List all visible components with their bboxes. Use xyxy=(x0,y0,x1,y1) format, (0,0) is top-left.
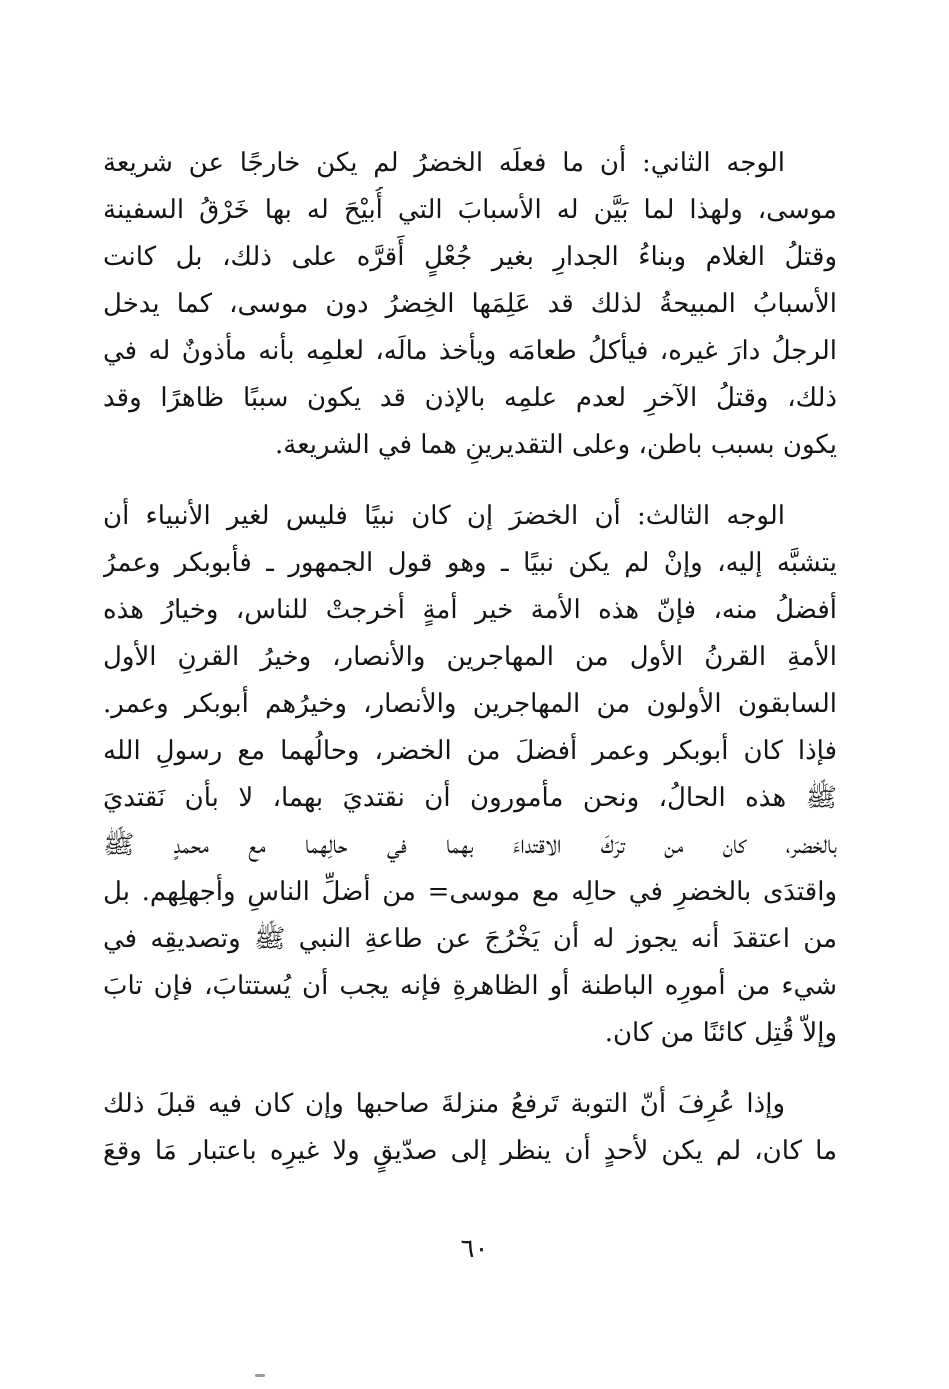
text-line: ﷺ هذه الحالُ، ونحن مأمورون أن نقتديَ بهما، لا بأن نَقتديَ xyxy=(103,783,837,813)
text-line: فإذا كان أبوبكر وعمر أفضلَ من الخضر، وحالُهما مع رسولِ الله xyxy=(103,736,837,766)
body-text xyxy=(103,140,837,1175)
text-line: شيء من أمورِه الباطنة أو الظاهرةِ فإنه يجب أن يُستتابَ، فإن تابَ xyxy=(103,971,837,1001)
text-line: يكون بسبب باطن، وعلى التقديرينِ هما في الشريعة. xyxy=(275,430,837,460)
text-line: ما كان، لم يكن لأحدٍ أن ينظر إلى صدّيقٍ ولا غيرِه باعتبار مَا وقعَ xyxy=(103,1136,837,1166)
paragraph xyxy=(103,140,837,469)
paragraph xyxy=(103,1081,837,1175)
page-number: ٦٠ xyxy=(460,1234,489,1264)
text-line: الوجه الثاني: أن ما فعلَه الخضرُ لم يكن خارجًا عن شريعة xyxy=(103,148,785,178)
text-line: يتشبَّه إليه، وإنْ لم يكن نبيًا ـ وهو قول الجمهور ـ فأبوبكر وعمرُ xyxy=(103,548,837,578)
text-line: واقتدَى بالخضرِ في حالِه مع موسى= من أضلِّ الناسِ وأجهلِهم. بل xyxy=(103,877,837,907)
text-line: ذلك، وقتلُ الآخرِ لعدم علمِه بالإذن قد يكون سببًا ظاهرًا وقد xyxy=(103,383,837,413)
text-line: السابقون الأولون من المهاجرين والأنصار، وخيرُهم أبوبكر وعمر. xyxy=(103,689,837,719)
text-line: من اعتقدَ أنه يجوز له أن يَخْرُجَ عن طاعةِ النبي ﷺ وتصديقِه في xyxy=(103,924,837,954)
text-line: وإذا عُرِفَ أنّ التوبة تَرفعُ منزلةَ صاحبها وإن كان فيه قبلَ ذلك xyxy=(103,1089,785,1119)
text-line: بالخضر، كان من ترَكَ الاقتداءَ بهما في حالِهما مع محمدٍ ﷺ xyxy=(103,830,837,860)
text-line: أفضلُ منه، فإنّ هذه الأمة خير أمةٍ أخرجتْ للناس، وخيارُ هذه xyxy=(103,595,837,625)
text-line: وإلاّ قُتِل كائنًا من كان. xyxy=(604,1018,837,1048)
paragraph-gap xyxy=(103,469,837,493)
text-line: موسى، ولهذا لما بَيَّن له الأسبابَ التي أُبيْحَ له بها خَرْقُ السفينة xyxy=(103,195,837,225)
text-line: الوجه الثالث: أن الخضرَ إن كان نبيًا فليس لغير الأنبياء أن xyxy=(103,501,785,531)
paragraph xyxy=(103,493,837,1057)
text-line: الرجلُ دارَ غيره، فيأكلُ طعامَه ويأخذ مالَه، لعلمِه بأنه مأذونٌ له في xyxy=(103,336,837,366)
text-line: الأسبابُ المبيحةُ لذلك قد عَلِمَها الخِضرُ دون موسى، كما يدخل xyxy=(103,289,837,319)
text-line: وقتلُ الغلام وبناءُ الجدارِ بغير جُعْلٍ أَقرَّه على ذلك، بل كانت xyxy=(103,242,837,272)
paragraph-gap xyxy=(103,1057,837,1081)
scan-speck xyxy=(255,1374,265,1377)
text-line: الأمةِ القرنُ الأول من المهاجرين والأنصار، وخيرُ القرنِ الأول xyxy=(103,642,837,672)
